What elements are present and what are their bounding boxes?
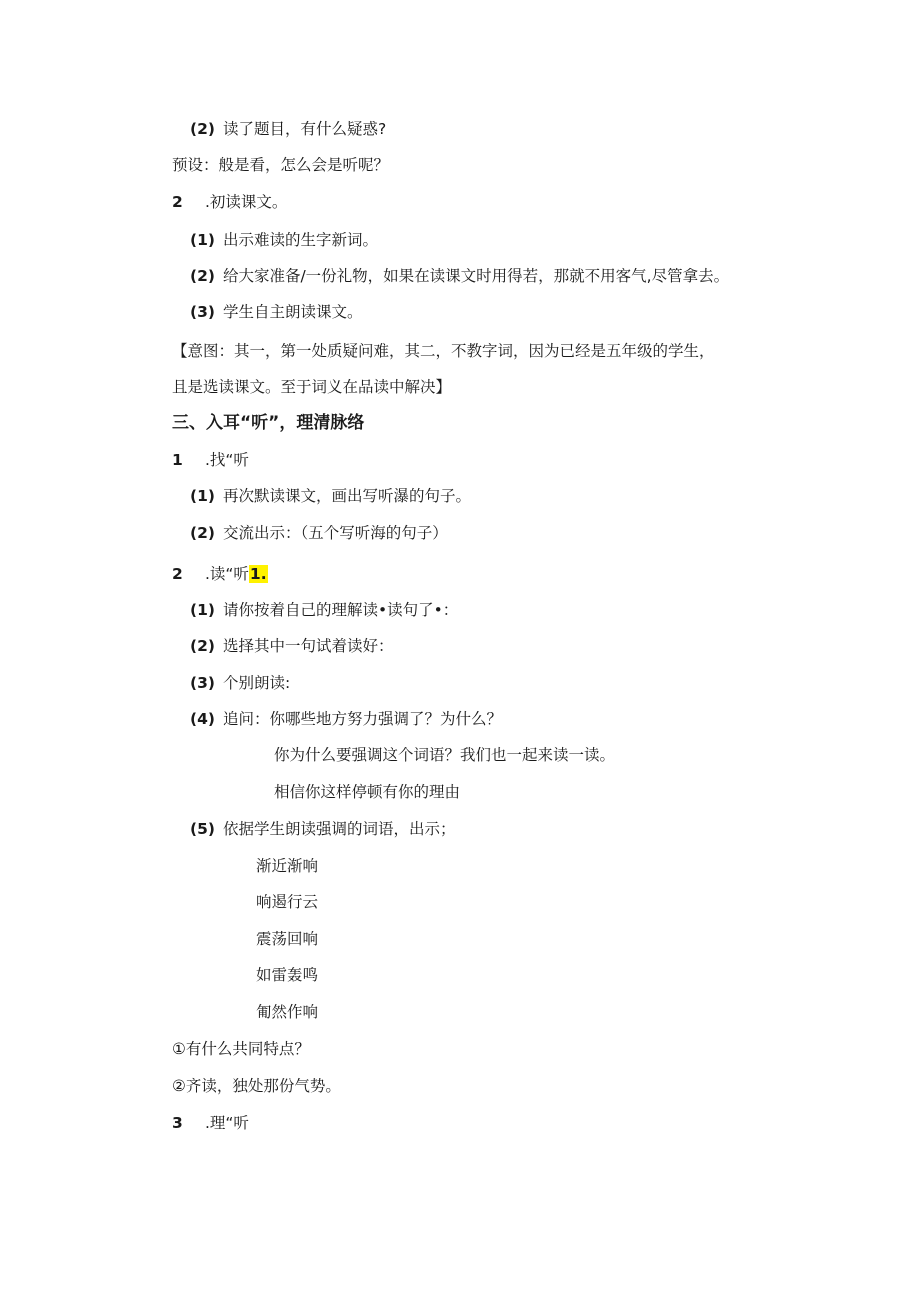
word-item: 匍然作响	[256, 1003, 319, 1021]
step-text: .理“听	[204, 1114, 249, 1132]
step-text: .读“听	[204, 565, 249, 583]
item-text: 学生自主朗读课文。	[222, 303, 363, 321]
highlight-mark: 1.	[249, 565, 267, 583]
step-text: .找“听	[204, 451, 249, 469]
item-text: 选择其中一句试着读好：	[222, 637, 394, 655]
item-text: 预设：般是看，怎么会是听呢？	[172, 156, 390, 174]
item-text: 再次默读课文，画出写听瀑的句子。	[222, 487, 471, 505]
word-item: 响遏行云	[256, 893, 319, 911]
item-number: (4)	[190, 710, 215, 728]
item-text: 追问：你哪些地方努力强调了？为什么？	[222, 710, 502, 728]
sub-item	[190, 635, 393, 657]
word-item: 如雷轰鸣	[256, 966, 319, 984]
step-number: 3	[172, 1114, 183, 1132]
item-number: (3)	[190, 303, 215, 321]
step-line	[172, 1112, 249, 1134]
item-number: (1)	[190, 601, 215, 619]
item-number: (1)	[190, 231, 215, 249]
sub-item	[190, 229, 378, 251]
item-number: (2)	[190, 637, 215, 655]
step-number: 1	[172, 451, 183, 469]
item-number: (2)	[190, 120, 215, 138]
step-line	[172, 191, 287, 213]
word-item: 渐近渐响	[256, 857, 319, 875]
step-text: .初读课文。	[204, 193, 288, 211]
section-heading: 三、入耳“听”，理清脉络	[172, 413, 365, 433]
sub-item	[190, 301, 362, 323]
step-line	[172, 563, 268, 585]
item-number: (5)	[190, 820, 215, 838]
item-number: (3)	[190, 674, 215, 692]
sub-item	[190, 599, 458, 621]
intent-note-line	[172, 376, 451, 398]
sub-item	[190, 485, 471, 507]
sub-item	[190, 818, 455, 840]
circled-item: ②齐读，独处那份气势。	[172, 1077, 341, 1095]
item-number: (2)	[190, 524, 215, 542]
sub-item	[190, 522, 448, 544]
item-text: 【意图：其一，第一处质疑问难，其二，不教字词，因为已经是五年级的学生，	[172, 342, 715, 360]
step-number: 2	[172, 565, 183, 583]
step-line	[172, 449, 249, 471]
preset-line	[172, 154, 389, 176]
sub-item	[190, 265, 729, 287]
word-item: 震荡回响	[256, 930, 319, 948]
indented-line: 相信你这样停顿有你的理由	[274, 783, 461, 801]
item-text: 给大家准备/一份礼物，如果在读课文时用得若，那就不用客气,尽管拿去。	[222, 267, 730, 285]
sub-item	[190, 708, 502, 730]
item-text: 出示难读的生字新词。	[222, 231, 378, 249]
sub-item	[190, 672, 290, 694]
item-number: (2)	[190, 267, 215, 285]
circled-item: ①有什么共同特点？	[172, 1040, 310, 1058]
intent-note-line	[172, 340, 715, 362]
item-text: 个别朗读:	[222, 674, 291, 692]
step-number: 2	[172, 193, 183, 211]
item-number: (1)	[190, 487, 215, 505]
item-text: 交流出示：（五个写听海的句子）	[222, 524, 448, 542]
indented-line: 你为什么要强调这个词语？我们也一起来读一读。	[274, 746, 616, 764]
question-line	[190, 118, 386, 140]
item-text: 且是选读课文。至于词义在品读中解决】	[172, 378, 452, 396]
item-text: 依据学生朗读强调的词语，出示；	[222, 820, 456, 838]
item-text: 读了题目，有什么疑惑?	[222, 120, 387, 138]
item-text: 请你按着自己的理解读•读句了•：	[222, 601, 459, 619]
